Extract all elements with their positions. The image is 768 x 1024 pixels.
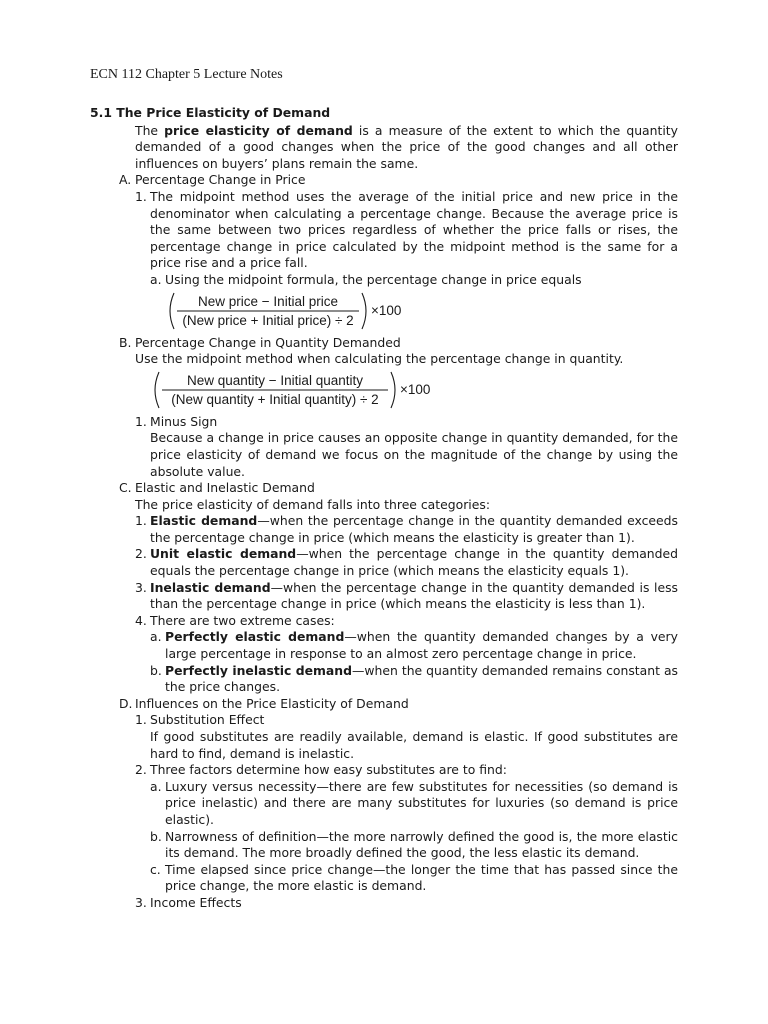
lecture-notes-body [90, 105, 678, 912]
c-subitem-b-text: —when the quantity demanded remains constant as the price changes. [165, 662, 678, 695]
heading-a [90, 172, 678, 189]
section-title: 5.1 The Price Elasticity of Demand [90, 105, 331, 120]
c-item-4 [90, 613, 678, 630]
formula-denominator: (New price + Initial price) ÷ 2 [182, 312, 354, 328]
d-subitem-c [90, 862, 678, 895]
price-change-formula [90, 291, 678, 331]
formula-multiplier: ×100 [400, 381, 431, 397]
heading-b-label: B. [119, 334, 132, 350]
section-intro [135, 123, 678, 173]
heading-c-title: Elastic and Inelastic Demand [135, 480, 315, 496]
c-item-3-term: Inelastic demand [150, 579, 271, 595]
c-item-2-term: Unit elastic demand [150, 546, 297, 562]
a-subitem-a [90, 272, 678, 289]
d-item-1-title: Substitution Effect [150, 712, 265, 728]
heading-d-title: Influences on the Price Elasticity of Demand [135, 695, 409, 711]
a-item-1-label: 1. [135, 188, 147, 204]
heading-c-label: C. [119, 480, 132, 496]
a-item-1 [90, 189, 678, 272]
b-item-1 [90, 414, 678, 431]
c-subitem-b [90, 663, 678, 696]
heading-c [90, 480, 678, 497]
d-subitem-c-label: c. [150, 861, 161, 877]
b-item-1-label: 1. [135, 413, 147, 429]
c-subitem-a-text: —when the quantity demanded changes by a very large percentage in response to an almost zero percentage change in price. [165, 629, 678, 662]
heading-a-title: Percentage Change in Price [135, 172, 306, 188]
formula-right-paren [391, 372, 395, 408]
c-subitem-b-label: b. [150, 662, 162, 678]
quantity-formula-svg [150, 370, 450, 410]
c-item-4-label: 4. [135, 612, 147, 628]
heading-d-label: D. [119, 695, 133, 711]
d-item-1-label: 1. [135, 712, 147, 728]
b-intro: Use the midpoint method when calculating the percentage change in quantity. [135, 351, 624, 367]
d-item-3-title: Income Effects [150, 894, 242, 910]
d-item-2 [90, 762, 678, 779]
d-subitem-b-label: b. [150, 828, 162, 844]
c-item-2-label: 2. [135, 546, 147, 562]
formula-denominator: (New quantity + Initial quantity) ÷ 2 [171, 391, 379, 407]
a-subitem-a-text: Using the midpoint formula, the percentage change in price equals [165, 271, 582, 287]
c-item-1 [90, 513, 678, 546]
a-subitem-a-label: a. [150, 271, 162, 287]
formula-left-paren [170, 293, 174, 329]
d-subitem-a [90, 779, 678, 829]
formula-right-paren [362, 293, 366, 329]
b-item-1-title: Minus Sign [150, 413, 218, 429]
c-item-4-text: There are two extreme cases: [150, 612, 335, 628]
c-item-1-text: —when the percentage change in the quantity demanded exceeds the percentage change in price (which means the elasticity is greater than 1). [150, 513, 678, 545]
d-item-2-title: Three factors determine how easy substitutes are to find: [150, 762, 507, 778]
c-subitem-a [90, 629, 678, 662]
d-subitem-b-text: Narrowness of definition—the more narrowly defined the good is, the more elastic its demand. The more broadly defined the good, the less elastic its demand. [165, 828, 678, 861]
c-item-3-label: 3. [135, 579, 147, 595]
c-item-3 [90, 580, 678, 613]
intro-pre: The [135, 122, 165, 138]
intro-term: price elasticity of demand [164, 122, 353, 138]
heading-b [90, 335, 678, 352]
c-subitem-a-label: a. [150, 629, 162, 645]
c-subitem-b-term: Perfectly inelastic demand [165, 662, 352, 678]
c-item-1-label: 1. [135, 513, 147, 529]
c-subitem-a-term: Perfectly elastic demand [165, 629, 345, 645]
d-item-2-label: 2. [135, 762, 147, 778]
formula-numerator: New price − Initial price [198, 293, 338, 309]
formula-multiplier: ×100 [371, 302, 402, 318]
d-item-3 [90, 895, 678, 912]
d-subitem-c-text: Time elapsed since price change—the longer the time that has passed since the price change, the more elastic is demand. [165, 861, 678, 894]
c-item-1-term: Elastic demand [150, 513, 258, 529]
heading-d [90, 696, 678, 713]
b-item-1-text: Because a change in price causes an opposite change in quantity demanded, for the price elasticity of demand we focus on the magnitude of the change by using the absolute value. [150, 430, 678, 479]
heading-b-title: Percentage Change in Quantity Demanded [135, 334, 401, 350]
c-item-2 [90, 546, 678, 579]
d-item-1 [90, 712, 678, 729]
d-subitem-a-text: Luxury versus necessity—there are few substitutes for necessities (so demand is price inelastic) and there are many substitutes for luxuries (so demand is price elastic). [165, 778, 678, 827]
d-item-1-text: If good substitutes are readily available, demand is elastic. If good substitutes are hard to find, demand is inelastic. [150, 729, 678, 761]
a-item-1-text: The midpoint method uses the average of the initial price and new price in the denominator when calculating a percentage change. Because the average price is the same between two prices regardless of whether the price falls or rises, the percentage change in price calculated by the midpoint method is the same for a price rise and a price fall. [150, 188, 678, 271]
c-item-2-text: —when the percentage change in the quantity demanded equals the percentage change in price (which means the elasticity equals 1). [150, 546, 678, 579]
intro-post: is a measure of the extent to which the quantity demanded of a good changes when the price of the good changes and all other influences on buyers’ plans remain the same. [135, 122, 678, 171]
document-header: ECN 112 Chapter 5 Lecture Notes [90, 67, 283, 82]
d-subitem-b [90, 829, 678, 862]
formula-numerator: New quantity − Initial quantity [187, 372, 363, 388]
d-item-3-label: 3. [135, 894, 147, 910]
d-subitem-a-label: a. [150, 778, 162, 794]
price-formula-svg [165, 291, 425, 331]
c-item-3-text: —when the percentage change in the quantity demanded is less than the percentage change in price (which means the elasticity is less than 1). [150, 579, 679, 612]
quantity-change-formula [90, 370, 678, 410]
formula-left-paren [155, 372, 159, 408]
c-intro: The price elasticity of demand falls into three categories: [135, 496, 490, 512]
heading-a-label: A. [119, 172, 132, 188]
